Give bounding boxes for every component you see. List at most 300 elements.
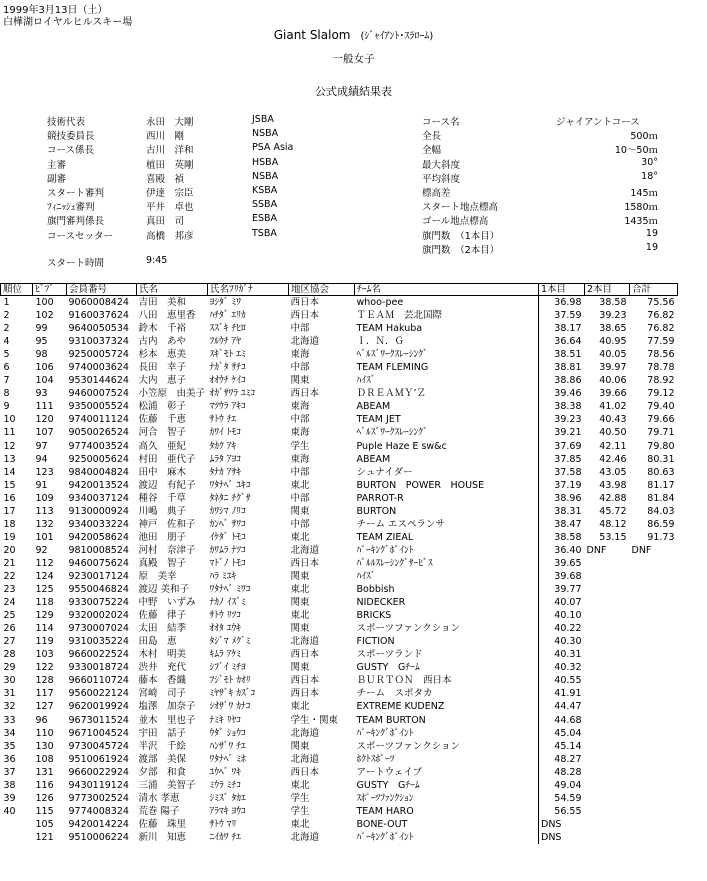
cell-region: 関東 xyxy=(290,662,310,674)
cell-rank: 27 xyxy=(3,636,16,648)
cell-total: 80.63 xyxy=(647,466,675,478)
official-org: PSA Asia xyxy=(252,142,294,154)
col-total-header: 合計 xyxy=(630,284,678,296)
cell-region: 西日本 xyxy=(290,388,320,400)
table-header-row xyxy=(1,284,678,296)
cell-name: 宮崎 司子 xyxy=(138,688,187,700)
cell-run1: 38.31 xyxy=(554,505,582,517)
cell-run2: 45.72 xyxy=(599,505,627,517)
cell-run1: 44.68 xyxy=(554,714,582,726)
cell-team: TEAM JET xyxy=(355,413,539,426)
cell-run1: 44.47 xyxy=(554,701,582,713)
table-row xyxy=(1,674,678,687)
cell-run2 xyxy=(585,792,630,805)
cell-total: 77.59 xyxy=(647,336,675,348)
cell-run2: 48.12 xyxy=(599,518,627,530)
cell-member-no: 9340033224 xyxy=(68,518,129,530)
cell-name: 松浦 彰子 xyxy=(138,401,187,413)
table-row xyxy=(1,805,678,818)
cell-rank: 36 xyxy=(3,753,16,765)
cell-member-no: 9730045724 xyxy=(68,740,129,752)
table-row xyxy=(1,413,678,426)
cell-total xyxy=(630,687,678,700)
cell-run1: 38.81 xyxy=(554,362,582,374)
cell-furigana: ﾐﾔｻﾞｷ ｶｽﾞｺ xyxy=(209,688,256,700)
cell-member-no: 9510006224 xyxy=(68,831,129,843)
cell-run1: 48.27 xyxy=(554,753,582,765)
cell-region: 関東 xyxy=(290,571,310,582)
cell-run1: 41.91 xyxy=(554,688,582,700)
cell-total xyxy=(630,674,678,687)
cell-bib: 112 xyxy=(35,557,54,569)
cell-member-no: 9420058624 xyxy=(68,531,129,543)
cell-region: 東海 xyxy=(290,427,310,439)
cell-member-no: 9130000924 xyxy=(68,505,129,517)
cell-name: 佐藤 律子 xyxy=(138,610,187,622)
cell-run1: 39.23 xyxy=(554,414,582,426)
event-date: 1999年3月13日（土） xyxy=(3,5,108,16)
cell-name: 池田 朋子 xyxy=(138,531,187,543)
course-label: コース名 xyxy=(422,117,460,128)
table-row xyxy=(1,622,678,635)
cell-member-no: 9050026524 xyxy=(68,427,129,439)
cell-team: FICTION xyxy=(355,635,539,648)
cell-name: 木村 明美 xyxy=(138,649,187,661)
col-run1-header: 1本目 xyxy=(539,284,585,296)
cell-bib: 106 xyxy=(35,362,54,374)
cell-run1: 37.59 xyxy=(554,310,582,322)
cell-region: 西日本 xyxy=(290,675,320,687)
cell-region: 東海 xyxy=(290,401,310,413)
cell-team: TEAM HARO xyxy=(355,805,539,818)
cell-bib: 116 xyxy=(35,779,54,791)
col-furigana-header: 氏名ﾌﾘｶﾞﾅ xyxy=(208,284,289,296)
cell-team: ＢＵＲＴＯＮ 西日本 xyxy=(355,674,539,687)
table-row xyxy=(1,609,678,622)
cell-run2 xyxy=(585,740,630,753)
table-row xyxy=(1,400,678,413)
cell-region: 関東 xyxy=(290,375,310,387)
cell-name: 三浦 美智子 xyxy=(138,779,196,791)
cell-team: TEAM FLEMING xyxy=(355,361,539,374)
cell-bib: 109 xyxy=(35,492,54,504)
cell-rank: 7 xyxy=(3,375,10,387)
table-row xyxy=(1,700,678,713)
cell-name: 種谷 千草 xyxy=(138,492,187,504)
results-table xyxy=(0,283,678,844)
cell-team: スポーツファンクション xyxy=(355,740,539,753)
cell-region: 東北 xyxy=(290,610,310,622)
cell-name: 八田 恵里香 xyxy=(138,310,196,322)
cell-total xyxy=(630,570,678,583)
cell-member-no: 9530144624 xyxy=(68,375,129,387)
cell-rank: 12 xyxy=(3,440,16,452)
cell-furigana: ﾕｳﾍﾞ ﾜｷ xyxy=(209,766,242,778)
cell-bib: 132 xyxy=(35,518,54,530)
cell-name: 河合 智子 xyxy=(138,427,187,439)
cell-member-no: 9460075624 xyxy=(68,557,129,569)
cell-member-no: 9673011524 xyxy=(68,714,129,726)
cell-rank: 29 xyxy=(3,662,16,674)
cell-name: 原 美幸 xyxy=(138,571,177,582)
cell-furigana: ｱﾗﾏｷ ﾖｳｺ xyxy=(209,805,246,817)
cell-team: ﾍﾞﾙｽﾞﾜｰｸｽﾚｰｼﾝｸﾞ xyxy=(355,426,539,439)
cell-rank: 13 xyxy=(3,453,16,465)
cell-furigana: ﾌﾙｳﾁ ｱﾔ xyxy=(209,336,242,348)
course-value: ジャイアントコース xyxy=(556,117,640,128)
cell-rank: 21 xyxy=(3,557,16,569)
cell-bib: 97 xyxy=(35,440,48,452)
cell-team: ﾎｸﾄｽﾎﾟｰﾂ xyxy=(355,753,539,766)
cell-region: 中部 xyxy=(290,414,310,426)
cell-run2 xyxy=(585,557,630,570)
cell-name: 並木 里也子 xyxy=(138,714,196,726)
cell-furigana: ﾏﾂｳﾗ ｱｷｺ xyxy=(209,401,246,413)
cell-run1: 40.55 xyxy=(554,675,582,687)
table-row xyxy=(1,335,678,348)
cell-bib: 128 xyxy=(35,675,54,687)
cell-rank: 33 xyxy=(3,714,16,726)
cell-run1: 40.31 xyxy=(554,649,582,661)
cell-furigana: ｳﾀﾞ ｼｮｳｺ xyxy=(209,727,246,739)
cell-name: 夕部 和食 xyxy=(138,766,187,778)
official-name: 西川 剛 xyxy=(146,131,185,143)
cell-region: 西日本 xyxy=(290,766,320,778)
cell-run2: 38.58 xyxy=(599,297,627,309)
course-value: 145ｍ xyxy=(630,188,658,199)
cell-total xyxy=(630,661,678,674)
cell-furigana: ｲｹﾀﾞ ﾄﾓｺ xyxy=(209,531,246,543)
table-row xyxy=(1,740,678,753)
cell-team: BONE-OUT xyxy=(355,818,539,831)
cell-furigana: ﾑﾗﾀ ｱﾖｺ xyxy=(209,453,242,465)
cell-furigana: ｵｵﾀ ﾕｳｷ xyxy=(209,623,242,635)
cell-region: 学生 xyxy=(290,440,310,452)
cell-rank: 30 xyxy=(3,675,16,687)
cell-member-no: 9340037124 xyxy=(68,492,129,504)
cell-rank: 34 xyxy=(3,727,16,739)
course-value: 19 xyxy=(645,227,658,239)
cell-rank: 8 xyxy=(3,388,10,400)
cell-run2: 42.11 xyxy=(599,440,627,452)
cell-run1: 38.38 xyxy=(554,401,582,413)
cell-member-no: 9250005724 xyxy=(68,349,129,361)
cell-run1: 37.85 xyxy=(554,453,582,465)
cell-member-no: 9350005524 xyxy=(68,401,129,413)
table-row xyxy=(1,466,678,479)
cell-rank: 15 xyxy=(3,479,16,491)
official-role: 技術代表 xyxy=(47,117,86,128)
col-team-header: ﾁｰﾑ名 xyxy=(355,284,539,296)
cell-run1: 37.58 xyxy=(554,466,582,478)
cell-run1: DNS xyxy=(541,818,562,830)
col-region-header: 地区協会 xyxy=(289,284,355,296)
cell-run1: 36.64 xyxy=(554,336,582,348)
cell-total xyxy=(630,740,678,753)
cell-bib: 95 xyxy=(35,336,48,348)
cell-bib: 121 xyxy=(35,831,54,843)
table-row xyxy=(1,544,678,557)
official-name: 平井 卓也 xyxy=(146,202,194,214)
cell-total: 76.82 xyxy=(647,323,675,335)
cell-rank: 17 xyxy=(3,505,16,517)
cell-run2: 40.50 xyxy=(599,427,627,439)
cell-furigana: ﾐｳﾗ ﾐﾁｺ xyxy=(209,779,242,791)
cell-name: 渡辺 有紀子 xyxy=(138,479,196,491)
cell-region: 中部 xyxy=(290,518,310,530)
table-row xyxy=(1,766,678,779)
cell-run2: 41.02 xyxy=(599,401,627,413)
cell-bib: 92 xyxy=(35,544,48,556)
course-value: 19 xyxy=(645,241,658,253)
cell-furigana: ﾌｼﾞﾓﾄ ｶｵﾘ xyxy=(209,675,251,687)
cell-team: TEAM ZIEAL xyxy=(355,531,539,544)
cell-rank: 22 xyxy=(3,571,16,582)
cell-furigana: ﾀﾅｶ ｱｻｷ xyxy=(209,466,242,478)
col-name-header: 氏名 xyxy=(137,284,208,296)
cell-name: 村田 亜代子 xyxy=(138,453,196,465)
event-name: Giant Slalom xyxy=(273,28,351,42)
cell-furigana: ｷﾑﾗ ｱｹﾐ xyxy=(209,649,242,661)
cell-total xyxy=(630,596,678,609)
results-title: 公式成績結果表 xyxy=(315,85,392,98)
table-row xyxy=(1,727,678,740)
cell-bib: 117 xyxy=(35,688,54,700)
cell-member-no: 9310035224 xyxy=(68,636,129,648)
cell-run1: 45.04 xyxy=(554,727,582,739)
cell-rank: 32 xyxy=(3,701,16,713)
table-row xyxy=(1,570,678,583)
course-label: 最大斜度 xyxy=(422,159,461,171)
cell-name: 長田 幸子 xyxy=(138,362,187,374)
table-row xyxy=(1,387,678,400)
cell-member-no: 9420014224 xyxy=(68,818,129,830)
cell-total: 81.17 xyxy=(647,479,675,491)
cell-team: TEAM BURTON xyxy=(355,714,539,727)
cell-team: ﾊﾞﾙﾙｽﾚｰｼﾝｸﾞｻｰﾋﾞｽ xyxy=(355,557,539,570)
cell-rank: 1 xyxy=(3,297,10,309)
official-role: 主審 xyxy=(47,159,67,171)
cell-run2 xyxy=(585,818,630,831)
cell-furigana: ﾖｼﾀﾞ ﾐﾜ xyxy=(209,297,242,309)
cell-run2: 42.88 xyxy=(599,492,627,504)
cell-rank: 10 xyxy=(3,414,16,426)
cell-bib: 124 xyxy=(35,571,54,582)
cell-member-no: 9640050534 xyxy=(68,323,129,335)
cell-name: 杉本 恵美 xyxy=(138,349,187,361)
cell-total: 79.80 xyxy=(647,440,675,452)
cell-name: 太田 結季 xyxy=(138,623,187,635)
cell-region: 東海 xyxy=(290,453,310,465)
table-row xyxy=(1,309,678,322)
cell-team: ﾍﾞﾙｽﾞﾜｰｸｽﾚｰｼﾝｸﾞ xyxy=(355,348,539,361)
cell-name: 田中 麻木 xyxy=(138,466,187,478)
cell-run1: 40.22 xyxy=(554,623,582,635)
cell-name: 藤本 香織 xyxy=(138,675,187,687)
cell-bib: 101 xyxy=(35,531,54,543)
cell-run2: 39.97 xyxy=(599,362,627,374)
cell-run2: 40.06 xyxy=(599,375,627,387)
cell-team: ｽﾎﾟｰﾂﾌｧﾝｸｼｮﾝ xyxy=(355,792,539,805)
course-label: 旗門数 （2本目） xyxy=(422,244,500,256)
cell-rank: 19 xyxy=(3,531,16,543)
cell-team: Puple Haze E sw&c xyxy=(355,440,539,453)
cell-furigana: ｶﾜｲ ﾄﾓｺ xyxy=(209,427,242,439)
cell-bib: 119 xyxy=(35,636,54,648)
cell-total: 79.66 xyxy=(647,414,675,426)
cell-run1: 36.98 xyxy=(554,297,582,309)
cell-bib: 114 xyxy=(35,623,54,635)
cell-rank: 37 xyxy=(3,766,16,778)
table-row xyxy=(1,818,678,831)
cell-team: GUSTY Gﾁｰﾑ xyxy=(355,779,539,792)
cell-furigana: ﾊﾗ ﾐﾕｷ xyxy=(209,571,237,582)
table-row xyxy=(1,687,678,700)
cell-run1: 38.96 xyxy=(554,492,582,504)
cell-run2 xyxy=(585,583,630,596)
event-title xyxy=(0,27,707,42)
table-row xyxy=(1,635,678,648)
cell-member-no: 9774003524 xyxy=(68,440,129,452)
cell-name: 真殿 智子 xyxy=(138,557,187,569)
cell-rank: 23 xyxy=(3,584,16,596)
cell-bib: 110 xyxy=(35,727,54,739)
table-row xyxy=(1,596,678,609)
course-value: 1580ｍ xyxy=(624,202,658,214)
cell-total: 86.59 xyxy=(647,518,675,530)
cell-run1: 37.19 xyxy=(554,479,582,491)
cell-bib: 103 xyxy=(35,649,54,661)
cell-run1: DNS xyxy=(541,831,562,843)
cell-run1: 37.69 xyxy=(554,440,582,452)
official-org: KSBA xyxy=(252,185,278,196)
cell-total xyxy=(630,779,678,792)
cell-member-no: 9250005624 xyxy=(68,453,129,465)
cell-member-no: 9810008524 xyxy=(68,544,129,556)
cell-furigana: ﾀｶｸ ｱｷ xyxy=(209,440,237,452)
cell-name: 渋井 充代 xyxy=(138,662,187,674)
cell-team: EXTREME KUDENZ xyxy=(355,700,539,713)
table-row xyxy=(1,361,678,374)
cell-run1: 39.21 xyxy=(554,427,582,439)
cell-rank: 4 xyxy=(3,336,10,348)
official-role: ﾌｨﾆｯｼｭ審判 xyxy=(47,202,95,214)
cell-total: 79.71 xyxy=(647,427,675,439)
table-row xyxy=(1,753,678,766)
cell-name: 荒巻 陽子 xyxy=(138,805,180,817)
table-row xyxy=(1,831,678,844)
cell-run2 xyxy=(585,635,630,648)
course-value: 1435ｍ xyxy=(624,216,658,228)
cell-furigana: ｶﾜｼﾏ ﾉﾘｺ xyxy=(209,505,246,517)
cell-name: 宇田 話子 xyxy=(138,727,187,739)
cell-furigana: ｻﾄｳ ﾘﾂｺ xyxy=(209,610,242,622)
cell-team: Ｉ．Ｎ．Ｇ xyxy=(355,335,539,348)
official-name: 喜殿 禎 xyxy=(146,173,185,185)
cell-bib: 102 xyxy=(35,310,54,322)
cell-name: 河村 奈津子 xyxy=(138,544,196,556)
cell-furigana: ｼﾐｽﾞ ﾀｶｴ xyxy=(209,792,246,804)
cell-rank xyxy=(1,818,33,831)
cell-run1: 40.30 xyxy=(554,636,582,648)
table-body xyxy=(1,296,678,844)
cell-bib: 123 xyxy=(35,466,54,478)
cell-bib: 96 xyxy=(35,714,48,726)
cell-region: 西日本 xyxy=(290,649,320,661)
cell-member-no: 9660022524 xyxy=(68,649,129,661)
cell-rank: 40 xyxy=(3,805,16,817)
cell-bib: 91 xyxy=(35,479,48,491)
official-name: 伊達 宗臣 xyxy=(146,188,194,199)
cell-run2 xyxy=(585,727,630,740)
cell-member-no: 9230017124 xyxy=(68,571,129,582)
cell-furigana: ﾅｶﾞﾀ ｻﾁｺ xyxy=(209,362,246,374)
cell-region: 西日本 xyxy=(290,310,320,322)
cell-member-no: 9740011124 xyxy=(68,414,129,426)
cell-rank: 20 xyxy=(3,544,16,556)
official-name: 真田 司 xyxy=(146,216,185,228)
cell-team: チーム エスペランサ xyxy=(355,518,539,531)
cell-furigana: ｵｶﾞｻﾜﾗ ﾕﾐｺ xyxy=(209,388,256,400)
cell-run2: 40.95 xyxy=(599,336,627,348)
cell-region: 東北 xyxy=(290,701,310,713)
cell-region: 東北 xyxy=(290,531,310,543)
cell-total xyxy=(630,700,678,713)
cell-run2 xyxy=(585,648,630,661)
cell-team: ABEAM xyxy=(355,400,539,413)
cell-run1: 56.55 xyxy=(554,805,582,817)
cell-region: 北海道 xyxy=(290,544,320,556)
cell-run2: 43.98 xyxy=(599,479,627,491)
cell-total xyxy=(630,831,678,844)
cell-run1: 49.04 xyxy=(554,779,582,791)
cell-run1: 45.14 xyxy=(554,740,582,752)
cell-team: GUSTY Gﾁｰﾑ xyxy=(355,661,539,674)
cell-total: 81.84 xyxy=(647,492,675,504)
cell-name: 高久 亜紀 xyxy=(138,440,187,452)
cell-region: 西日本 xyxy=(290,297,320,309)
cell-team: ﾊｲｽﾞ xyxy=(355,374,539,387)
cell-region: 中部 xyxy=(290,492,310,504)
table-row xyxy=(1,296,678,310)
cell-run2: DNF xyxy=(586,544,607,556)
cell-member-no: 9671004524 xyxy=(68,727,129,739)
cell-region: 学生・関東 xyxy=(290,714,339,726)
table-row xyxy=(1,479,678,492)
cell-bib: 131 xyxy=(35,766,54,778)
cell-furigana: ﾜﾀﾅﾍﾞ ﾐﾎ xyxy=(209,753,246,765)
cell-run2 xyxy=(585,766,630,779)
cell-region: 東北 xyxy=(290,779,310,791)
cell-region: 東北 xyxy=(290,818,310,830)
cell-region: 関東 xyxy=(290,597,310,609)
cell-furigana: ｶﾝﾍﾞ ｻﾜｺ xyxy=(209,518,246,530)
cell-run2 xyxy=(585,714,630,727)
cell-bib: 94 xyxy=(35,453,48,465)
course-label: 全幅 xyxy=(422,145,442,157)
cell-furigana: ﾏﾄﾞﾉ ﾄﾓｺ xyxy=(209,557,246,569)
course-value: 30° xyxy=(641,156,658,168)
course-label: 標高差 xyxy=(422,188,451,199)
cell-bib: 115 xyxy=(35,805,54,817)
cell-member-no: 9560022124 xyxy=(68,688,129,700)
cell-run2 xyxy=(585,687,630,700)
cell-name: 田島 恵 xyxy=(138,636,177,648)
cell-total: 78.78 xyxy=(647,362,675,374)
official-org: JSBA xyxy=(252,114,274,125)
cell-rank: 38 xyxy=(3,779,16,791)
cell-name: 渡部 美保 xyxy=(138,753,187,765)
